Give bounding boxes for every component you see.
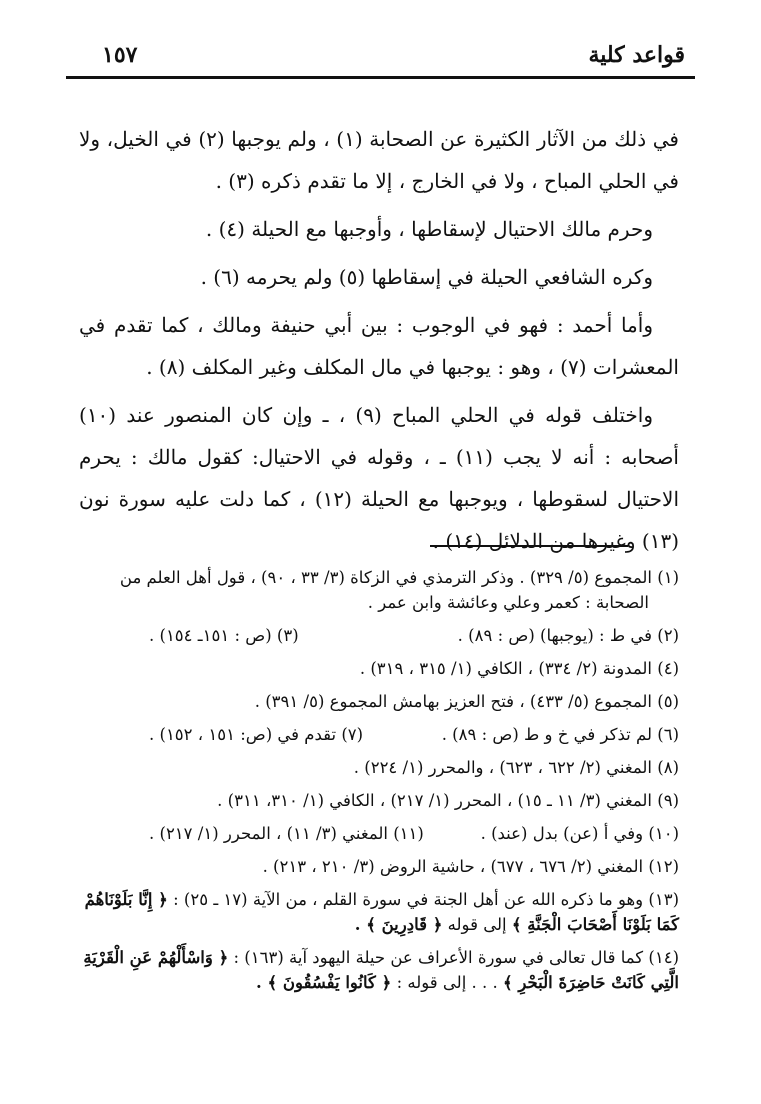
footnote-12: (١٢) المغني (٢/ ٦٧٦ ، ٦٧٧) ، حاشية الروض (٣/ ٢١٠ ، ٢١٣) . xyxy=(262,857,679,876)
paragraph: وحرم مالك الاحتيال لإسقاطها ، وأوجبها مع الحيلة (٤) . xyxy=(205,217,653,241)
footnote-8: (٨) المغني (٢/ ٦٢٢ ، ٦٢٣) ، والمحرر (١/ ٢٢٤) . xyxy=(353,758,679,777)
footnote-13 xyxy=(79,887,679,937)
footnote-4: (٤) المدونة (٢/ ٣٣٤) ، الكافي (١/ ٣١٥ ، ٣١٩) . xyxy=(359,659,679,678)
footnote-text: (١٣) وهو ما ذكره الله عن أهل الجنة في سورة القلم ، من الآية (١٧ ـ ٢٥) : xyxy=(173,890,679,909)
footnotes xyxy=(79,565,679,1003)
paragraph: واختلف قوله في الحلي المباح (٩) ، ـ وإن كان المنصور عند (١٠) أصحابه : أنه لا يجب (١١) ـ ، وقوله في الاحتيال: كقول مالك : يحرم الاحتيال لسقوطها ، ويوجبها مع الحيلة (١٢) ، كما دلت عليه سورة نون (١٣) وغيرها من الدلائل (١٤) . xyxy=(79,403,680,553)
footnote-7: (٧) تقدم في (ص: ١٥١ ، ١٥٢) . xyxy=(149,725,364,744)
footnote-6: (٦) لم تذكر في خ و ط (ص : ٨٩) . xyxy=(441,725,679,744)
main-text xyxy=(79,118,679,568)
header-rule xyxy=(66,76,695,79)
paragraph: وكره الشافعي الحيلة في إسقاطها (٥) ولم يحرمه (٦) . xyxy=(200,265,653,289)
footnote-10: (١٠) وفي أ (عن) بدل (عند) . xyxy=(480,824,679,843)
quran-verse: ﴿ قَادِرِينَ ﴾ . xyxy=(354,915,443,934)
footnote-text: . . . إلى قوله : xyxy=(396,973,498,992)
paragraph: وأما أحمد : فهو في الوجوب : بين أبي حنيفة ومالك ، كما تقدم في المعشرات (٧) ، وهو : يوجبها في مال المكلف وغير المكلف (٨) . xyxy=(79,313,679,379)
footnote-text: (١٤) كما قال تعالى في سورة الأعراف عن حيلة اليهود آية (١٦٣) : xyxy=(233,948,679,967)
footnote-5: (٥) المجموع (٥/ ٤٣٣) ، فتح العزيز بهامش المجموع (٥/ ٣٩١) . xyxy=(254,692,679,711)
quran-verse: ﴿ وَاسْأَلْهُمْ عَنِ الْقَرْيَةِ الَّتِي كَانَتْ حَاضِرَةَ الْبَحْرِ ﴾ xyxy=(83,948,679,992)
footnote-line: (١) المجموع (٥/ ٣٢٩) . وذكر الترمذي في الزكاة (٣/ ٣٣ ، ٩٠) ، قول أهل العلم من xyxy=(119,568,679,587)
page-number: ١٥٧ xyxy=(102,42,138,68)
footnote-row xyxy=(79,821,679,846)
footnote-9: (٩) المغني (٣/ ١١ ـ ١٥) ، المحرر (١/ ٢١٧) ، الكافي (١/ ٣١٠، ٣١١) . xyxy=(217,791,679,810)
footnote-text: إلى قوله xyxy=(447,915,507,934)
footnote-separator xyxy=(430,545,628,547)
footnote-2: (٢) في ط : (يوجبها) (ص : ٨٩) . xyxy=(457,626,679,645)
footnote-11: (١١) المغني (٣/ ١١) ، المحرر (١/ ٢١٧) . xyxy=(149,824,424,843)
running-title: قواعد كلية xyxy=(588,42,685,68)
quran-verse: ﴿ إِنَّا بَلَوْنَاهُمْ كَمَا بَلَوْنَا أَصْحَابَ الْجَنَّةِ ﴾ xyxy=(84,890,679,934)
footnote-row xyxy=(79,623,679,648)
quran-verse: ﴿ كَانُوا يَفْسُقُونَ ﴾ . xyxy=(256,973,392,992)
footnote-1 xyxy=(79,565,679,615)
paragraph: في ذلك من الآثار الكثيرة عن الصحابة (١) ، ولم يوجبها (٢) في الخيل، ولا في الحلي المباح ، ولا في الخارج ، إلا ما تقدم ذكره (٣) . xyxy=(79,127,679,193)
footnote-3: (٣) (ص : ١٥١ـ ١٥٤) . xyxy=(149,626,299,645)
footnote-14 xyxy=(79,945,679,995)
footnote-line: الصحابة : كعمر وعلي وعائشة وابن عمر . xyxy=(367,593,649,612)
footnote-row xyxy=(79,722,679,747)
